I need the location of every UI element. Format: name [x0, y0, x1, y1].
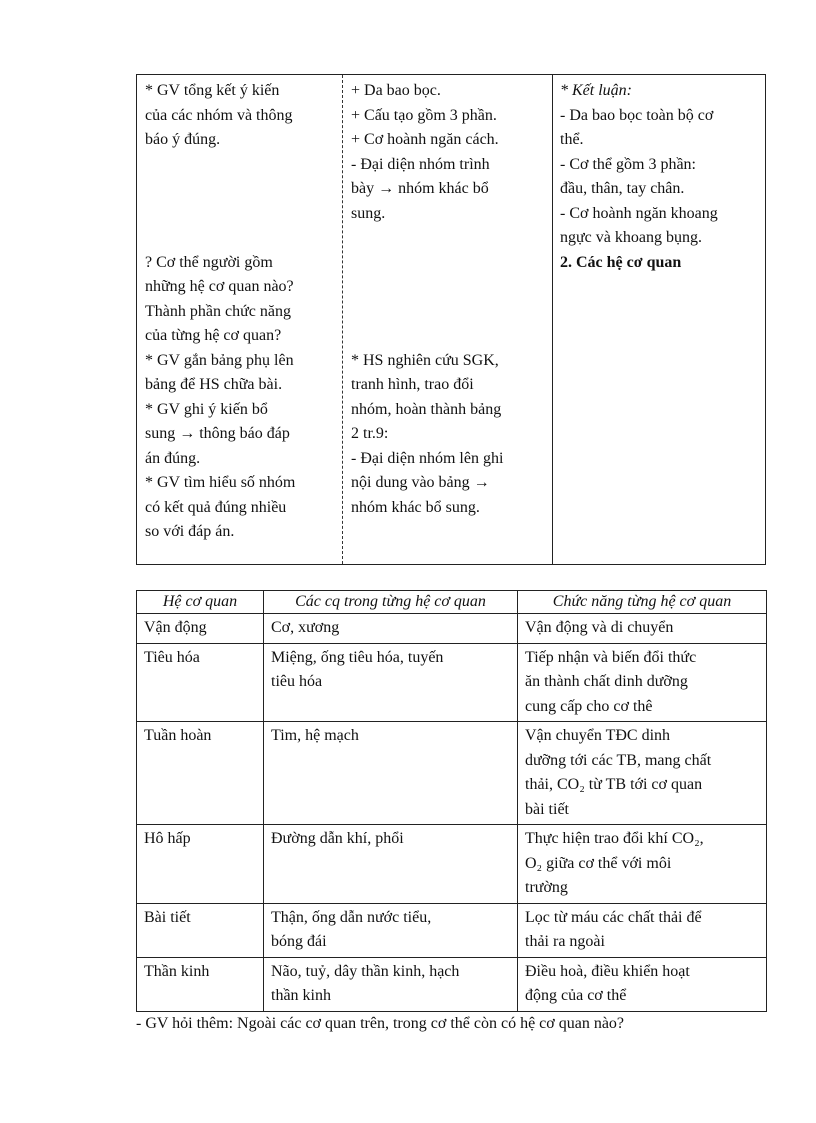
table-row — [137, 825, 767, 904]
student-activity-line: - Đại diện nhóm trình — [351, 155, 490, 173]
teacher-activity-line: ? Cơ thể người gồm — [145, 253, 273, 271]
student-activity-column — [343, 75, 553, 564]
cell-line: Hô hấp — [144, 830, 191, 847]
teacher-activity-line: của từng hệ cơ quan? — [145, 327, 282, 344]
student-activity-line — [351, 251, 548, 276]
student-activity-line: nhóm, hoàn thành bảng — [351, 400, 502, 418]
student-activity-line: * HS nghiên cứu SGK, — [351, 351, 499, 369]
cell-line: Thần kinh — [144, 962, 210, 980]
header-function: Chức năng từng hệ cơ quan — [518, 591, 767, 614]
system-cell — [137, 643, 264, 722]
table-row — [137, 957, 767, 1011]
cell-line: Tuần hoàn — [144, 727, 212, 744]
teacher-activity-line: * GV gắn bảng phụ lên — [145, 351, 294, 369]
cell-line: Đường dẫn khí, phổi — [271, 830, 404, 847]
organ-systems-table — [136, 590, 767, 1012]
conclusion-line: - Cơ thể gồm 3 phần: — [560, 155, 696, 173]
cell-line: tiêu hóa — [271, 673, 323, 690]
cell-line: Cơ, xương — [271, 619, 340, 636]
cell-line: dưỡng tới các TB, mang chất — [525, 751, 712, 769]
teacher-activity-line: án đúng. — [145, 449, 201, 467]
teacher-activity-line: * GV tổng kết ý kiến — [145, 82, 280, 99]
organs-cell — [264, 643, 518, 722]
student-activity-line — [351, 226, 548, 251]
function-cell — [518, 957, 767, 1011]
table-row — [137, 643, 767, 722]
table-header-row — [137, 591, 767, 614]
cell-line: Não, tuỷ, dây thần kinh, hạch — [271, 962, 460, 980]
student-activity-line: sung. — [351, 204, 386, 222]
cell-line: Vận chuyển TĐC dinh — [525, 727, 671, 744]
cell-line: Bài tiết — [144, 908, 191, 926]
organs-cell — [264, 614, 518, 644]
system-cell — [137, 903, 264, 957]
teacher-activity-line: báo ý đúng. — [145, 131, 221, 148]
section-heading: 2. Các hệ cơ quan — [560, 253, 682, 271]
organs-cell — [264, 825, 518, 904]
cell-line: thần kinh — [271, 987, 331, 1004]
footer-question: - GV hỏi thêm: Ngoài các cơ quan trên, trong cơ thể còn có hệ cơ quan nào? — [136, 1015, 625, 1032]
teacher-activity-line: * GV ghi ý kiến bổ — [145, 400, 268, 418]
student-activity-line: + Cơ hoành ngăn cách. — [351, 131, 499, 148]
conclusion-line: ngực và khoang bụng. — [560, 229, 702, 246]
cell-line: bóng đái — [271, 933, 327, 950]
cell-line: Tim, hệ mạch — [271, 727, 359, 744]
conclusion-line: - Cơ hoành ngăn khoang — [560, 204, 718, 222]
cell-line: bài tiết — [525, 800, 569, 818]
cell-line: Tiếp nhận và biến đổi thức — [525, 648, 697, 666]
cell-line: Vận động — [144, 619, 207, 636]
cell-line: trường — [525, 879, 568, 896]
header-organs: Các cq trong từng hệ cơ quan — [264, 591, 518, 614]
cell-line: Thực hiện trao đổi khí CO₂, — [525, 830, 704, 847]
cell-line: Thận, ống dẫn nước tiểu, — [271, 908, 432, 926]
cell-line: Điều hoà, điều khiển hoạt — [525, 962, 690, 980]
teacher-activity-line: bảng để HS chữa bài. — [145, 376, 283, 393]
teacher-activity-line: * GV tìm hiểu số nhóm — [145, 474, 296, 491]
teacher-activity-line: của các nhóm và thông — [145, 106, 293, 124]
function-cell — [518, 643, 767, 722]
student-activity-line — [351, 275, 548, 300]
teacher-activity-line — [145, 153, 338, 178]
activity-table — [136, 74, 766, 565]
conclusion-line: đầu, thân, tay chân. — [560, 180, 685, 197]
student-activity-line: nội dung vào bảng → — [351, 474, 490, 491]
student-activity-line: - Đại diện nhóm lên ghi — [351, 449, 504, 467]
cell-line: Lọc từ máu các chất thải để — [525, 908, 702, 926]
function-cell — [518, 614, 767, 644]
conclusion-heading: * Kết luận: — [560, 82, 632, 99]
cell-line: O₂ giữa cơ thể với môi — [525, 854, 672, 872]
cell-line: thải, CO₂ từ TB tới cơ quan — [525, 776, 703, 793]
student-activity-line — [351, 300, 548, 325]
function-cell — [518, 825, 767, 904]
system-cell — [137, 722, 264, 825]
function-cell — [518, 903, 767, 957]
organs-cell — [264, 903, 518, 957]
cell-line: ăn thành chất dinh dưỡng — [525, 673, 688, 690]
cell-line: Tiêu hóa — [144, 648, 200, 666]
teacher-activity-line: những hệ cơ quan nào? — [145, 278, 294, 295]
student-activity-line: + Da bao bọc. — [351, 82, 441, 99]
cell-line: thải ra ngoài — [525, 933, 605, 950]
teacher-activity-line — [145, 177, 338, 202]
teacher-activity-line — [145, 226, 338, 251]
student-activity-line: bày → nhóm khác bổ — [351, 180, 489, 197]
header-system: Hệ cơ quan — [137, 591, 264, 614]
table-row — [137, 722, 767, 825]
teacher-activity-column — [137, 75, 343, 564]
student-activity-line: + Cấu tạo gồm 3 phần. — [351, 106, 497, 124]
table-row — [137, 614, 767, 644]
teacher-activity-line: so với đáp án. — [145, 523, 235, 540]
system-cell — [137, 957, 264, 1011]
cell-line: Miệng, ống tiêu hóa, tuyến — [271, 648, 444, 666]
teacher-activity-line — [145, 202, 338, 227]
student-activity-line: nhóm khác bổ sung. — [351, 498, 480, 516]
cell-line: Vận động và di chuyển — [525, 619, 674, 636]
organs-cell — [264, 722, 518, 825]
function-cell — [518, 722, 767, 825]
cell-line: động của cơ thể — [525, 987, 627, 1004]
organs-cell — [264, 957, 518, 1011]
student-activity-line: tranh hình, trao đổi — [351, 376, 474, 393]
student-activity-line — [351, 324, 548, 349]
system-cell — [137, 614, 264, 644]
teacher-activity-line: Thành phần chức năng — [145, 302, 291, 320]
conclusion-line: thể. — [560, 131, 584, 148]
cell-line: cung cấp cho cơ thê — [525, 697, 653, 715]
table-row — [137, 903, 767, 957]
conclusion-column — [553, 75, 767, 564]
teacher-activity-line: có kết quả đúng nhiều — [145, 498, 287, 516]
conclusion-line: - Da bao bọc toàn bộ cơ — [560, 106, 714, 124]
student-activity-line: 2 tr.9: — [351, 425, 389, 442]
teacher-activity-line: sung → thông báo đáp — [145, 425, 290, 442]
system-cell — [137, 825, 264, 904]
